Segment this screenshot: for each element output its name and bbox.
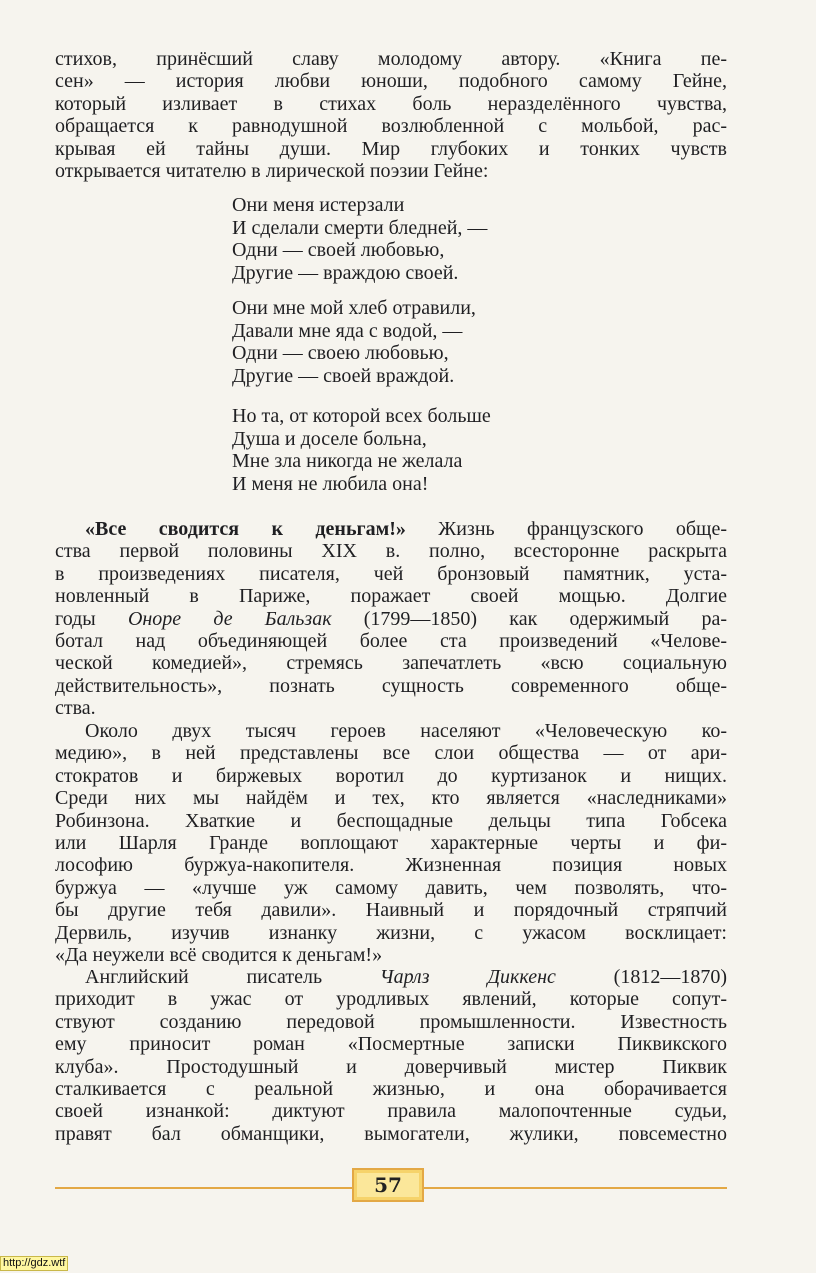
poem-line: Давали мне яда с водой, — (232, 319, 463, 342)
page-number: 57 (374, 1173, 402, 1197)
poem-line: Душа и доселе больна, (232, 427, 427, 450)
text-line: сен» — история любви юноши, подобного самому Гейне, (55, 70, 727, 93)
text-line: своей изнанкой: диктуют правила малопочтенные судьи, (55, 1100, 727, 1123)
text-line: Среди них мы найдём и тех, кто является «наследниками» (55, 787, 727, 810)
text-line: ему приносит роман «Посмертные записки Пиквикского (55, 1033, 727, 1056)
footer-rule-left (55, 1187, 352, 1189)
text-line: ческой комедией», стремясь запечатлеть «всю социальную (55, 652, 727, 675)
text-line: Робинзона. Хваткие и беспощадные дельцы типа Гобсека (55, 809, 727, 832)
text-line: новленный в Париже, поражает своей мощью. Долгие (55, 585, 727, 608)
text-line: который изливает в стихах боль неразделённого чувства, (55, 92, 727, 115)
text-line: Около двух тысяч героев населяют «Человеческую ко- (85, 720, 727, 742)
text-line: или Шарля Гранде воплощают характерные черты и фи- (55, 832, 727, 855)
paragraph-dickens (55, 966, 727, 1145)
text-line: стократов и биржевых воротил до куртизанок и нищих. (55, 764, 727, 787)
text-line: буржуа — «лучше уж самому давить, чем позволять, что- (55, 876, 727, 899)
text-line: бы другие тебя давили». Наивный и порядочный стряпчий (55, 899, 727, 922)
text-line: открывается читателю в лирической поэзии Гейне: (55, 160, 489, 183)
text-line: действительность», познать сущность современного обще- (55, 674, 727, 697)
poem-line: Они меня истерзали (232, 194, 405, 216)
text-line: годы Оноре де Бальзак (1799—1850) как одержимый ра- (55, 607, 727, 630)
poem-line: И сделали смерти бледней, — (232, 216, 488, 239)
paragraph-heine-intro (55, 48, 727, 182)
page-number-box (352, 1168, 424, 1202)
text-line: крывая ей тайны души. Мир глубоких и тонких чувств (55, 137, 727, 160)
poem-line: Одни — своей любовью, (232, 239, 445, 261)
poem-line: Другие — своей враждой. (232, 364, 455, 387)
author-name: Чарлз Диккенс (379, 966, 556, 988)
text-line: Английский писатель Чарлз Диккенс (1812—1870) (85, 966, 727, 988)
text-line: лософию буржуа-накопителя. Жизненная позиция новых (55, 854, 727, 877)
poem-line: Но та, от которой всех больше (232, 405, 491, 427)
paragraph-balzac (55, 518, 727, 720)
text-line: ства первой половины XIX в. полно, всесторонне раскрыта (55, 540, 727, 563)
text-line: ства. (55, 697, 96, 720)
text-line: медию», в ней представлены все слои общества — от ари- (55, 742, 727, 765)
text-line: в произведениях писателя, чей бронзовый памятник, уста- (55, 562, 727, 585)
poem-stanza-1 (232, 194, 487, 284)
paragraph-human-comedy (55, 720, 727, 966)
poem-stanza-3 (232, 405, 491, 495)
section-heading: «Все сводится к деньгам!» (85, 518, 406, 540)
text-line: приходит в ужас от уродливых явлений, которые сопут- (55, 988, 727, 1011)
text-line: Дервиль, изучив изнанку жизни, с ужасом восклицает: (55, 921, 727, 944)
text-line: клуба». Простодушный и доверчивый мистер Пиквик (55, 1055, 727, 1078)
author-name: Оноре де Бальзак (127, 607, 332, 630)
poem-stanza-2 (232, 297, 476, 387)
poem-line: Мне зла никогда не желала (232, 450, 463, 472)
poem-line: Одни — своею любовью, (232, 342, 449, 364)
text-line: обращается к равнодушной возлюбленной с мольбой, рас- (55, 115, 727, 138)
text-line: ствуют созданию передовой промышленности. Известность (55, 1010, 727, 1033)
text-line: ботал над объединяющей более ста произведений «Челове- (55, 630, 727, 653)
text-line: правят бал обманщики, вымогатели, жулики, повсеместно (55, 1122, 727, 1145)
footer-rule-right (424, 1187, 727, 1189)
text-line: сталкивается с реальной жизнью, и она оборачивается (55, 1078, 727, 1101)
watermark-link[interactable]: http://gdz.wtf (0, 1256, 68, 1271)
poem-line: Другие — враждою своей. (232, 261, 459, 284)
text-line: «Все сводится к деньгам!» Жизнь французского обще- (85, 518, 727, 540)
text-line: «Да неужели всё сводится к деньгам!» (55, 944, 383, 967)
poem-line: И меня не любила она! (232, 472, 429, 495)
text-line: стихов, принёсший славу молодому автору. «Книга пе- (55, 48, 727, 70)
poem-line: Они мне мой хлеб отравили, (232, 297, 476, 319)
